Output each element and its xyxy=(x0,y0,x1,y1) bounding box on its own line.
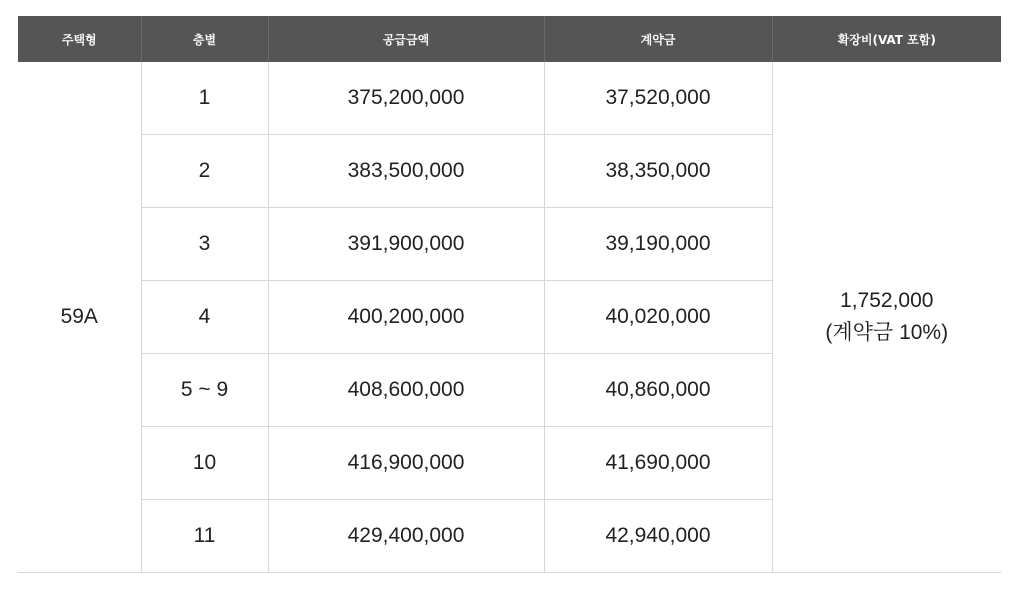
header-housing-type: 주택형 xyxy=(18,16,141,62)
floor-cell: 3 xyxy=(141,208,268,281)
supply-price-cell: 400,200,000 xyxy=(268,281,544,354)
deposit-cell: 40,020,000 xyxy=(544,281,772,354)
header-floor: 층별 xyxy=(141,16,268,62)
extension-amount: 1,752,000 xyxy=(840,289,934,312)
floor-cell: 2 xyxy=(141,135,268,208)
supply-price-cell: 429,400,000 xyxy=(268,500,544,573)
header-extension-cost: 확장비(VAT 포함) xyxy=(772,16,1001,62)
floor-cell: 11 xyxy=(141,500,268,573)
supply-price-cell: 383,500,000 xyxy=(268,135,544,208)
table-row xyxy=(18,62,1001,135)
supply-price-cell: 375,200,000 xyxy=(268,62,544,135)
deposit-cell: 40,860,000 xyxy=(544,354,772,427)
deposit-cell: 37,520,000 xyxy=(544,62,772,135)
supply-price-cell: 416,900,000 xyxy=(268,427,544,500)
deposit-cell: 39,190,000 xyxy=(544,208,772,281)
price-table xyxy=(18,16,1001,573)
housing-type-cell: 59A xyxy=(18,62,141,573)
header-deposit: 계약금 xyxy=(544,16,772,62)
deposit-cell: 41,690,000 xyxy=(544,427,772,500)
deposit-cell: 38,350,000 xyxy=(544,135,772,208)
header-row xyxy=(18,16,1001,62)
floor-cell: 4 xyxy=(141,281,268,354)
floor-cell: 10 xyxy=(141,427,268,500)
extension-note: (계약금 10%) xyxy=(825,321,949,344)
extension-cost-cell xyxy=(772,62,1001,573)
floor-cell: 5 ~ 9 xyxy=(141,354,268,427)
supply-price-cell: 408,600,000 xyxy=(268,354,544,427)
floor-cell: 1 xyxy=(141,62,268,135)
supply-price-cell: 391,900,000 xyxy=(268,208,544,281)
deposit-cell: 42,940,000 xyxy=(544,500,772,573)
header-supply-price: 공급금액 xyxy=(268,16,544,62)
